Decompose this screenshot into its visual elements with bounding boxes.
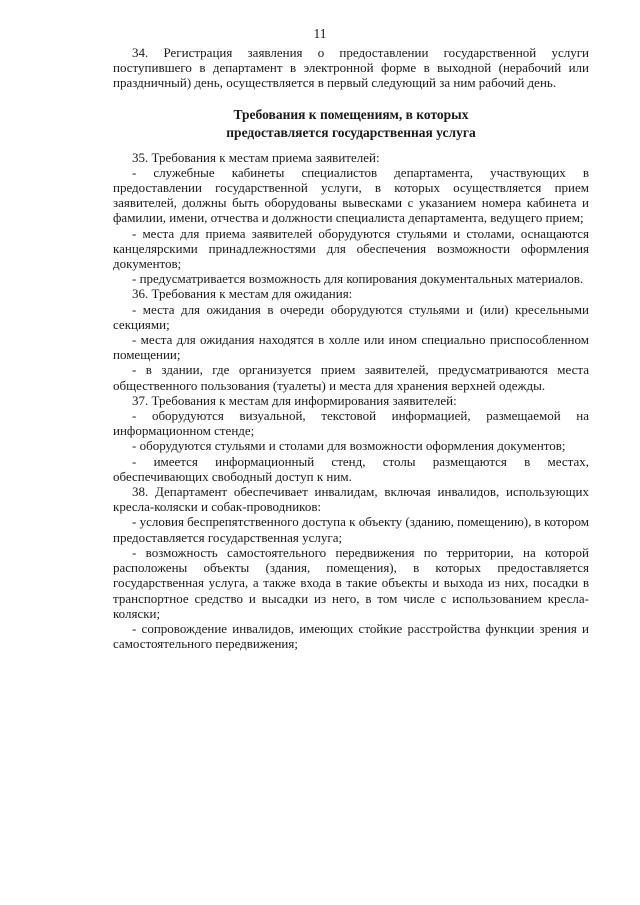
list-item: - служебные кабинеты специалистов департамента, участвующих в предоставлении государственной услуги, в которых осуществляется прием заявителей, должны быть оборудованы вывесками с указанием номера кабинета и фамилии, имени, отчества и должности специалиста департамента, ведущего прием;: [113, 164, 589, 226]
paragraph-34: 34. Регистрация заявления о предоставлении государственной услуги поступившего в департамент в электронной форме в выходной (нерабочий или праздничный) день, осуществляется в первый следующий за ним рабочий день.: [113, 45, 589, 91]
document-body: [113, 45, 589, 651]
list-item: - предусматривается возможность для копирования документальных материалов.: [132, 271, 584, 287]
list-item: - в здании, где организуется прием заявителей, предусматриваются места общественного пользования (туалеты) и места для хранения верхней одежды.: [113, 362, 589, 393]
list-item: - сопровождение инвалидов, имеющих стойкие расстройства функции зрения и самостоятельного передвижения;: [113, 620, 589, 652]
list-item: - места для ожидания находятся в холле или ином специально приспособленном помещении;: [113, 332, 589, 363]
paragraph-36: 36. Требования к местам для ожидания:: [132, 286, 353, 302]
page-number: 11: [313, 26, 327, 41]
list-item: - возможность самостоятельного передвижения по территории, на которой расположены объекты (здания, помещения), в которых предоставляется государственная услуга, а также входа в такие объекты и выхода из них, посадки в транспортное средство и высадки из него, в том числе с использованием кресла-коляски;: [113, 544, 589, 621]
list-item: - оборудуются визуальной, текстовой информацией, размещаемой на информационном стенде;: [113, 408, 589, 439]
paragraph-37: 37. Требования к местам для информирования заявителей:: [132, 392, 457, 408]
list-item: - оборудуются стульями и столами для возможности оформления документов;: [132, 438, 566, 454]
paragraph-38: 38. Департамент обеспечивает инвалидам, включая инвалидов, использующих кресла-коляски и собак-проводников:: [113, 484, 589, 515]
heading-line-2: предоставляется государственная услуга: [226, 124, 476, 140]
list-item: - условия беспрепятственного доступа к объекту (зданию, помещению), в котором предоставляется государственная услуга;: [113, 514, 589, 545]
section-heading: [113, 106, 589, 142]
heading-line-1: Требования к помещениям, в которых: [233, 106, 469, 122]
paragraph-35: 35. Требования к местам приема заявителей:: [132, 149, 380, 165]
list-item: - места для ожидания в очереди оборудуются стульями и (или) кресельными секциями;: [113, 301, 589, 332]
list-item: - места для приема заявителей оборудуются стульями и столами, оснащаются канцелярскими принадлежностями для обеспечения возможности оформления документов;: [113, 225, 589, 272]
list-item: - имеется информационный стенд, столы размещаются в местах, обеспечивающих свободный доступ к ним.: [113, 453, 589, 484]
